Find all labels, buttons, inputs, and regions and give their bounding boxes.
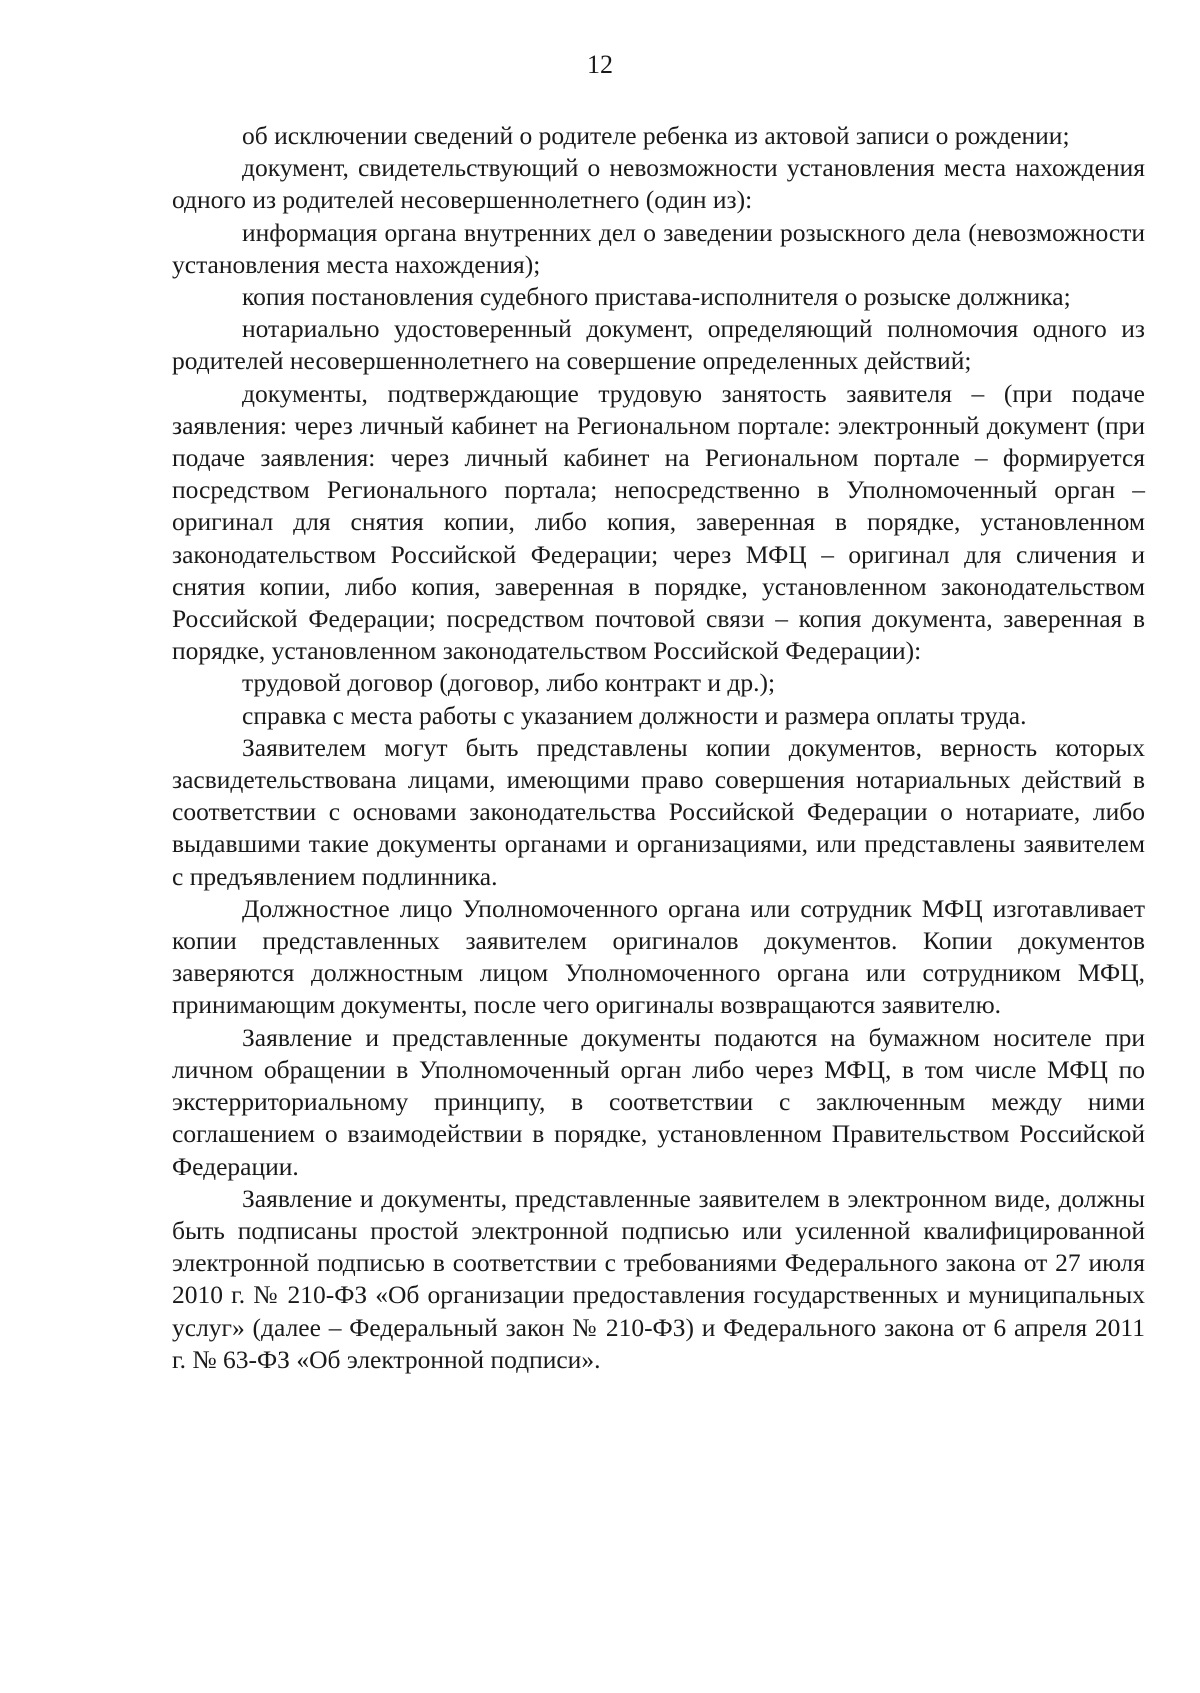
paragraph: документ, свидетельствующий о невозможности установления места нахождения одного из родителей несовершеннолетнего (один из): <box>172 153 1145 215</box>
paragraph: Заявление и представленные документы подаются на бумажном носителе при личном обращении в Уполномоченный орган либо через МФЦ, в том числе МФЦ по экстерриториальному принципу, в соответствии с заключенным между ними соглашением о взаимодействии в порядке, установленном Правительством Российской Федерации. <box>172 1022 1145 1181</box>
paragraph: Должностное лицо Уполномоченного органа или сотрудник МФЦ изготавливает копии представленных заявителем оригиналов документов. Копии документов заверяются должностным лицом Уполномоченного органа или сотрудником МФЦ, принимающим документы, после чего оригиналы возвращаются заявителю. <box>172 893 1145 1020</box>
paragraph: справка с места работы с указанием должности и размера оплаты труда. <box>242 700 1027 730</box>
paragraph: копия постановления судебного пристава-исполнителя о розыске должника; <box>242 282 1071 312</box>
paragraph: информация органа внутренних дел о заведении розыскного дела (невозможности установления места нахождения); <box>172 217 1145 279</box>
paragraph: трудовой договор (договор, либо контракт и др.); <box>242 668 776 698</box>
paragraph: об исключении сведений о родителе ребенка из актовой записи о рождении; <box>242 121 1070 150</box>
paragraph: нотариально удостоверенный документ, определяющий полномочия одного из родителей несовершеннолетнего на совершение определенных действий; <box>172 314 1145 376</box>
paragraph: Заявление и документы, представленные заявителем в электронном виде, должны быть подписаны простой электронной подписью или усиленной квалифицированной электронной подписью в соответствии с требованиями Федерального закона от 27 июля 2010 г. № 210-ФЗ «Об организации предоставления государственных и муниципальных услуг» (далее – Федеральный закон № 210-ФЗ) и Федерального закона от 6 апреля 2011 г. № 63-ФЗ «Об электронной подписи». <box>172 1183 1145 1374</box>
page-number: 12 <box>587 50 613 79</box>
paragraph: документы, подтверждающие трудовую занятость заявителя – (при подаче заявления: через личный кабинет на Региональном портале: электронный документ (при подаче заявления: через личный кабинет на Региональном портале – формируется посредством Регионального портала; непосредственно в Уполномоченный орган – оригинал для снятия копии, либо копия, заверенная в порядке, установленном законодательством Российской Федерации; через МФЦ – оригинал для сличения и снятия копии, либо копия, заверенная в порядке, установленном законодательством Российской Федерации; посредством почтовой связи – копия документа, заверенная в порядке, установленном законодательством Российской Федерации): <box>172 378 1145 666</box>
document-body <box>172 120 1145 1376</box>
paragraph: Заявителем могут быть представлены копии документов, верность которых засвидетельствована лицами, имеющими право совершения нотариальных действий в соответствии с основами законодательства Российской Федерации о нотариате, либо выдавшими такие документы органами и организациями, или представлены заявителем с предъявлением подлинника. <box>172 732 1145 891</box>
